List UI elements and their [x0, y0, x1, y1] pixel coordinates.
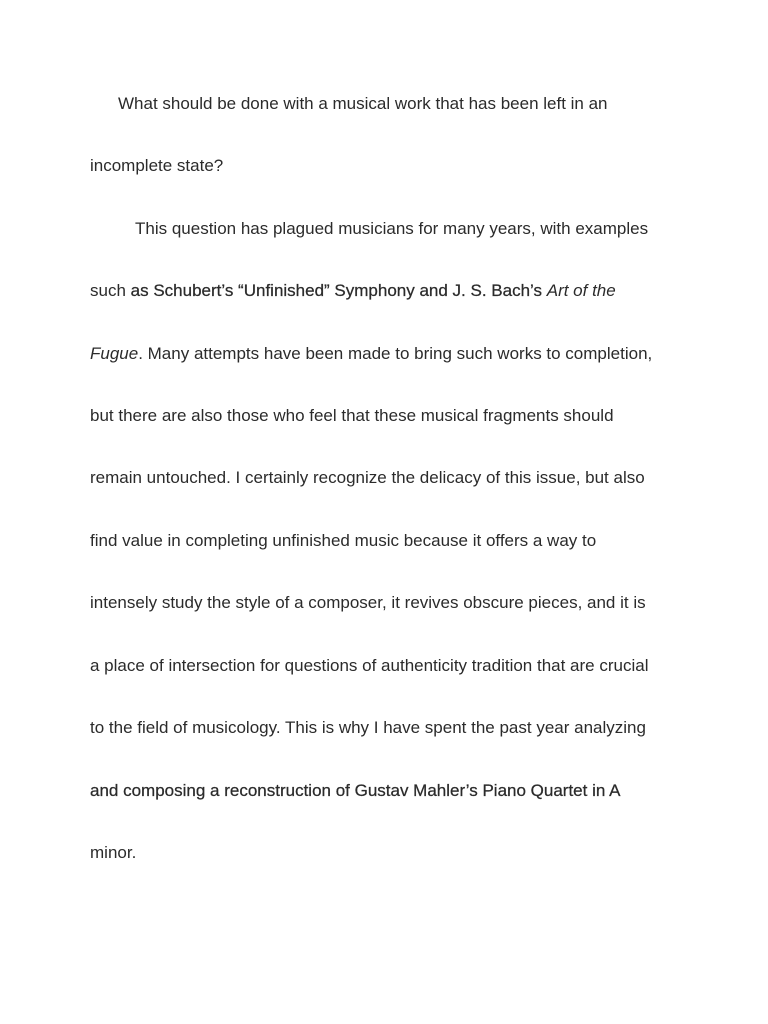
paragraph-1-line-1: What should be done with a musical work that has been left in an — [118, 94, 608, 113]
line-2-text-b-bold: as Schubert’s “Unfinished” Symphony and J. S. Bach’s — [130, 281, 547, 300]
paragraph-2-line-5: remain untouched. I certainly recognize the delicacy of this issue, but also — [90, 468, 645, 487]
paragraph-1-line-2: incomplete state? — [90, 156, 224, 175]
paragraph-2-line-2 — [90, 281, 616, 301]
paragraph-2-line-9: to the field of musicology. This is why I have spent the past year analyzing — [90, 718, 646, 737]
paragraph-2-line-1: This question has plagued musicians for many years, with examples — [135, 219, 649, 238]
paragraph-2-line-7: intensely study the style of a composer, it revives obscure pieces, and it is — [90, 593, 646, 612]
work-title-italic-continued: Fugue — [90, 344, 139, 363]
work-title-italic: Art of the — [546, 281, 616, 300]
paragraph-2-line-10: and composing a reconstruction of Gustav Mahler’s Piano Quartet in A — [90, 781, 621, 800]
line-2-text-a: such — [90, 281, 131, 300]
paragraph-2-line-3 — [90, 344, 652, 364]
paragraph-2-line-8: a place of intersection for questions of authenticity tradition that are crucial — [90, 656, 649, 675]
paragraph-2-line-4: but there are also those who feel that these musical fragments should — [90, 406, 614, 425]
paragraph-2-line-6: find value in completing unfinished music because it offers a way to — [90, 531, 597, 550]
line-3-text-b: . Many attempts have been made to bring such works to completion, — [138, 344, 653, 363]
paragraph-2-line-11: minor. — [90, 843, 137, 862]
